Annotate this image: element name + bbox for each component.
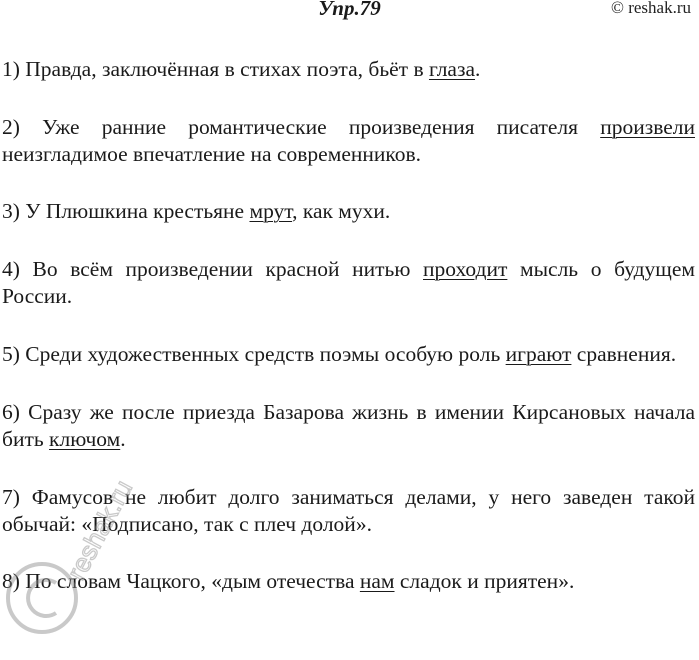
exercise-list (2, 56, 695, 595)
sentence-4 (2, 256, 695, 310)
page-title: Упр.79 (318, 0, 381, 20)
sentence-1 (2, 56, 695, 83)
site-credit[interactable]: © reshak.ru (611, 0, 691, 17)
sentence-1-end: . (475, 57, 481, 81)
sentence-5-text: 5) Среди художественных средств поэмы особую роль (2, 342, 506, 366)
sentence-5 (2, 341, 695, 368)
sentence-1-text: 1) Правда, заключённая в стихах поэта, бьёт в (2, 57, 429, 81)
sentence-2-underlined: произвели (600, 115, 695, 139)
sentence-4-text: 4) Во всём произведении красной нитью (2, 257, 423, 281)
watermark-text: reshak.ru (60, 475, 139, 585)
sentence-3 (2, 198, 695, 225)
sentence-3-underlined: мрут (249, 199, 293, 223)
sentence-6 (2, 399, 695, 453)
sentence-2 (2, 114, 695, 168)
sentence-4-end: мысль о будущем России. (2, 257, 695, 308)
sentence-1-underlined: глаза (428, 57, 476, 81)
sentence-7-text: 7) Фамусов не любит долго заниматься делами, у него заведен такой обычай: «Подписано, так с плеч долой». (2, 485, 695, 536)
sentence-3-end: , как мухи. (292, 199, 391, 223)
sentence-6-underlined: ключом (49, 427, 121, 451)
sentence-8-underlined: нам (359, 569, 395, 593)
sentence-7 (2, 484, 695, 538)
sentence-6-text: 6) Сразу же после приезда Базарова жизнь в имении Кирсановых начала бить (2, 400, 695, 451)
sentence-2-end: неизгладимое впечатление на современников. (2, 142, 422, 166)
sentence-5-underlined: играют (505, 342, 572, 366)
sentence-2-text: 2) Уже ранние романтические произведения писателя (2, 115, 601, 139)
sentence-4-underlined: проходит (423, 257, 508, 281)
sentence-6-end: . (120, 427, 126, 451)
sentence-8-end: сладок и приятен». (394, 569, 575, 593)
sentence-8-text: 8) По словам Чацкого, «дым отечества (2, 569, 360, 593)
sentence-5-end: сравнения. (571, 342, 677, 366)
sentence-8 (2, 568, 695, 595)
sentence-3-text: 3) У Плюшкина крестьяне (2, 199, 250, 223)
